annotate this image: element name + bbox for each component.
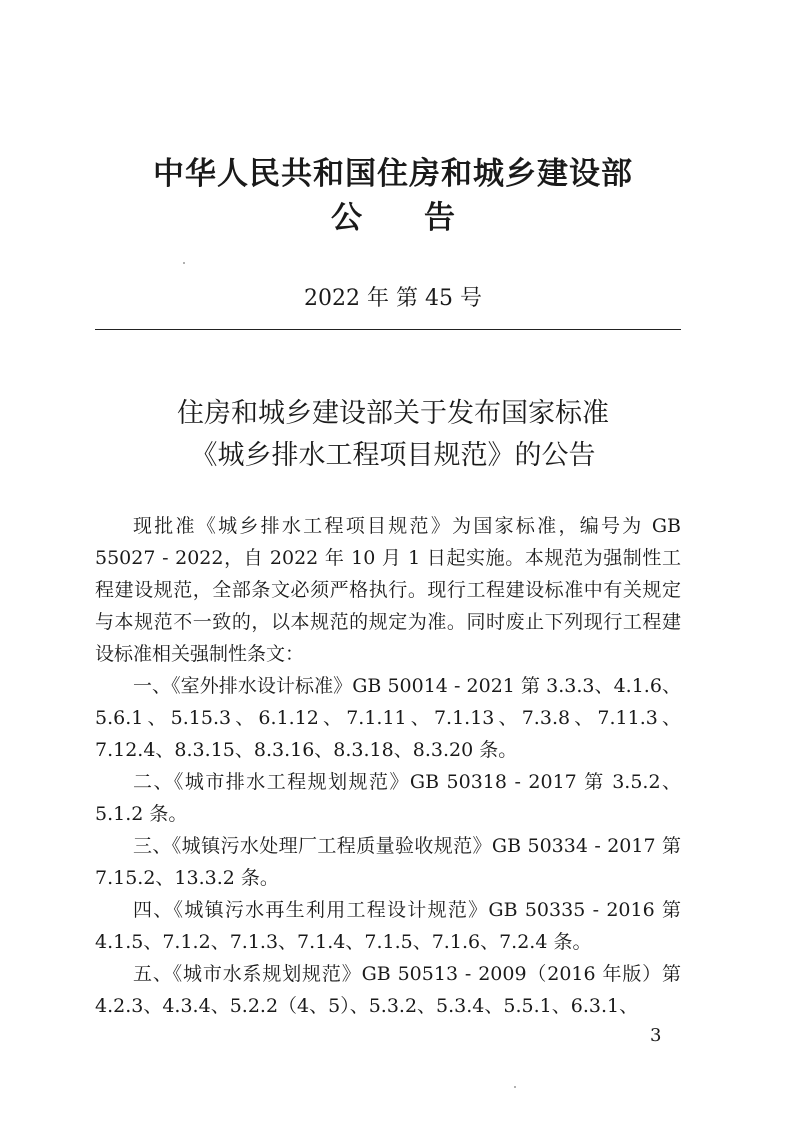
body-paragraph-item-5: 五、《城市水系规划规范》GB 50513 - 2009（2016 年版）第 4.2.3、4.3.4、5.2.2（4、5）、5.3.2、5.3.4、5.5.1、6.3.1、	[95, 963, 681, 1017]
body-paragraph-item-4: 四、《城镇污水再生利用工程设计规范》GB 50335 - 2016 第 4.1.5、7.1.2、7.1.3、7.1.4、7.1.5、7.1.6、7.2.4 条。	[95, 899, 681, 953]
body-paragraph-intro: 现批准《城乡排水工程项目规范》为国家标准，编号为 GB 55027 - 2022，自 2022 年 10 月 1 日起实施。本规范为强制性工程建设规范，全部条文必须严格执行。现行工程建设标准中有关规定与本规范不一致的，以本规范的规定为准。同时废止下列现行工程建设标准相关强制性条文：	[95, 515, 681, 665]
announcement-title-line-1: 住房和城乡建设部关于发布国家标准	[177, 398, 609, 429]
body-paragraph-item-3: 三、《城镇污水处理厂工程质量验收规范》GB 50334 - 2017 第 7.15.2、13.3.2 条。	[95, 835, 681, 889]
announcement-body	[95, 510, 681, 1022]
notice-number: 2022 年 第 45 号	[304, 286, 482, 311]
scan-speck	[514, 1086, 516, 1088]
scan-speck	[183, 262, 185, 264]
page-number: 3	[650, 1025, 662, 1046]
notice-heading: 公告	[331, 200, 517, 236]
ministry-name: 中华人民共和国住房和城乡建设部	[153, 156, 633, 192]
announcement-title-line-2: 《城乡排水工程项目规范》的公告	[190, 440, 596, 471]
body-paragraph-item-2: 二、《城市排水工程规划规范》GB 50318 - 2017 第 3.5.2、5.1.2 条。	[95, 771, 681, 825]
announcement-title	[0, 393, 786, 477]
header-divider	[95, 329, 681, 330]
body-paragraph-item-1: 一、《室外排水设计标准》GB 50014 - 2021 第 3.3.3、4.1.6、5.6.1、5.15.3、6.1.12、7.1.11、7.1.13、7.3.8、7.11.3、7.12.4、8.3.15、8.3.16、8.3.18、8.3.20 条。	[95, 675, 681, 761]
